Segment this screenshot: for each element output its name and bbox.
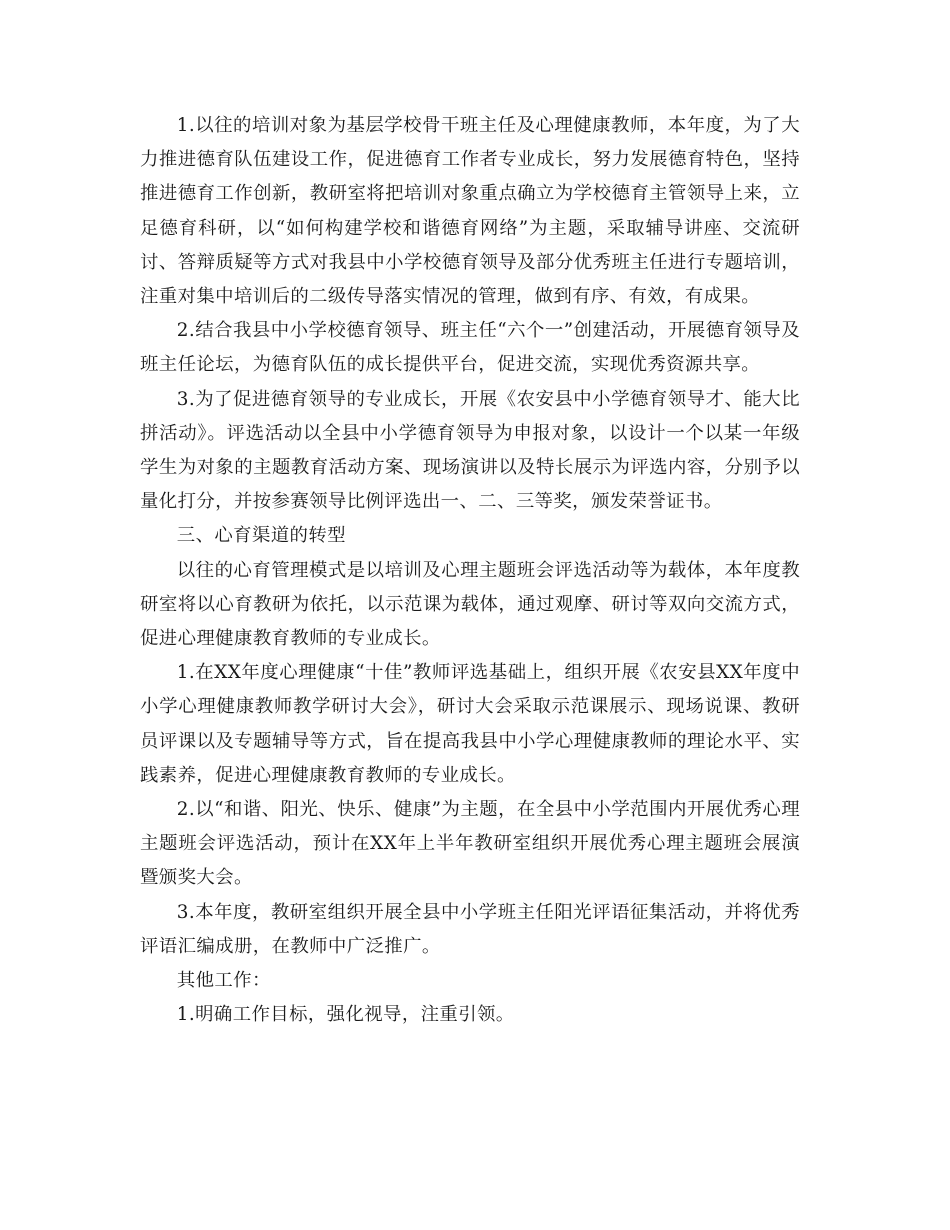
paragraph-teacher-training: 1.以往的培训对象为基层学校骨干班主任及心理健康教师，本年度，为了大力推进德育队伍建设工作，促进德育工作者专业成长，努力发展德育特色，坚持推进德育工作创新，教研室将把培训对象重点确立为学校德育主管领导上来，立足德育科研，以“如何构建学校和谐德育网络”为主题，采取辅导讲座、交流研讨、答辩质疑等方式对我县中小学校德育领导及部分优秀班主任进行专题培训，注重对集中培训后的二级传导落实情况的管理，做到有序、有效，有成果。 xyxy=(140,115,800,308)
paragraph-class-meeting: 2.以“和谐、阳光、快乐、健康”为主题，在全县中小学范围内开展优秀心理主题班会评选活动，预计在XX年上半年教研室组织开展优秀心理主题班会展演暨颁奖大会。 xyxy=(140,799,800,889)
paragraph-comments: 3.本年度，教研室组织开展全县中小学班主任阳光评语征集活动，并将优秀评语汇编成册，在教师中广泛推广。 xyxy=(140,901,800,957)
other-work-heading: 其他工作： xyxy=(176,970,271,992)
paragraph-competition: 3.为了促进德育领导的专业成长，开展《农安县中小学德育领导才、能大比拼活动》。评选活动以全县中小学德育领导为申报对象，以设计一个以某一年级学生为对象的主题教育活动方案、现场演讲以及特长展示为评选内容，分别予以量化打分，并按参赛领导比例评选出一、二、三等奖，颁发荣誉证书。 xyxy=(140,388,800,513)
paragraph-seminar: 1.在XX年度心理健康“十佳”教师评选基础上，组织开展《农安县XX年度中小学心理健康教师教学研讨大会》，研讨大会采取示范课展示、现场说课、教研员评课以及专题辅导等方式，旨在提高我县中小学心理健康教师的理论水平、实践素养，促进心理健康教育教师的专业成长。 xyxy=(140,662,800,786)
paragraph-goals: 1.明确工作目标，强化视导，注重引领。 xyxy=(176,1004,515,1026)
section-heading: 三、心育渠道的转型 xyxy=(176,525,346,547)
paragraph-forum: 2.结合我县中小学校德育领导、班主任“六个一”创建活动，开展德育领导及班主任论坛，为德育队伍的成长提供平台，促进交流，实现优秀资源共享。 xyxy=(140,320,800,376)
document-body xyxy=(140,109,800,1032)
paragraph-mental-health-intro: 以往的心育管理模式是以培训及心理主题班会评选活动等为载体，本年度教研室将以心育教研为依托，以示范课为载体，通过观摩、研讨等双向交流方式，促进心理健康教育教师的专业成长。 xyxy=(140,559,800,650)
